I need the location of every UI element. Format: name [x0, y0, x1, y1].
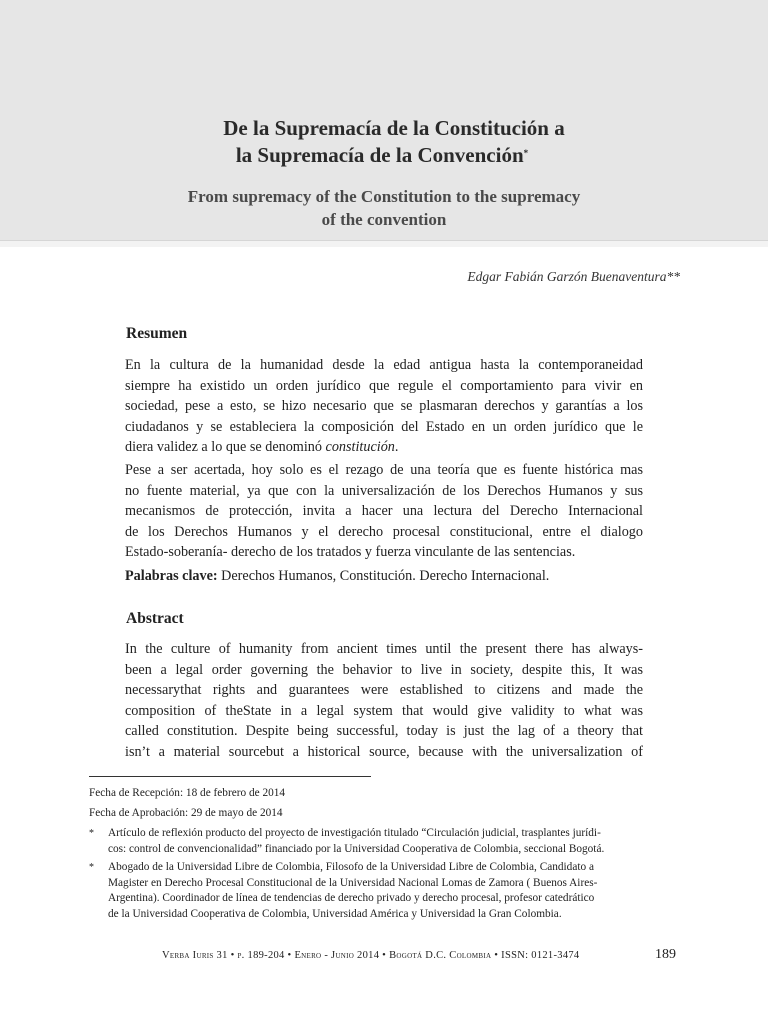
keywords-text: Derechos Humanos, Constitución. Derecho Internacional.	[217, 568, 550, 584]
page-number: 189	[655, 947, 676, 962]
footnote-line: Magister en Derecho Procesal Constitucional de la Universidad Nacional Lomas de Zamora ( Buenos Aires-	[108, 876, 598, 889]
resumen-p2-line: Pese a ser acertada, hoy solo es el rezago de una teoría que es fuente histórica mas	[125, 462, 643, 478]
resumen-p2-line: no fuente material, ya que con la universalización de los Derechos Humanos y sus	[125, 482, 643, 499]
abstract-p1-line: been a legal order governing the behavior to live in society, despite this, It was	[125, 661, 643, 678]
keywords-label: Palabras clave:	[125, 568, 218, 584]
resumen-p1-line: sociedad, pese a esto, se hizo necesario que se plasmaran derechos y garantías a los	[125, 398, 643, 414]
resumen-p1-line: En la cultura de la humanidad desde la edad antigua hasta la contemporaneidad	[125, 357, 643, 373]
resumen-p1-line: ciudadanos y se estableciera la composición del Estado en un orden jurídico que le	[125, 418, 643, 435]
footnote-divider	[89, 776, 371, 777]
abstract-p1-line: called constitution. Despite being successful, today is just the lag of a theory that	[125, 723, 643, 739]
title-english-line1: From supremacy of the Constitution to the supremacy	[187, 187, 581, 206]
author-name: Edgar Fabián Garzón Buenaventura**	[467, 269, 680, 284]
title-footnote-mark: *	[523, 148, 529, 158]
footnote-aprobacion: Fecha de Aprobación: 29 de mayo de 2014	[89, 807, 283, 819]
title-english-line2: of the convention	[321, 210, 447, 229]
footnote-mark: *	[89, 828, 94, 839]
abstract-p1-line: In the culture of humanity from ancient times until the present there has always-	[125, 641, 643, 657]
title-spanish-line1: De la Supremacía de la Constitución a	[223, 116, 565, 140]
title-spanish-line2	[0, 142, 766, 169]
footnote-recepcion: Fecha de Recepción: 18 de febrero de 2014	[89, 787, 286, 799]
resumen-p2-line: mecanismos de protección, invita a hacer una lectura del Derecho Internacional	[125, 503, 643, 519]
resumen-p2-line: de los Derechos Humanos y el derecho procesal constitucional, entre el dialogo	[125, 523, 643, 540]
resumen-p1-italic: constitución	[325, 439, 395, 455]
abstract-p1-line: composition of theState in a legal system that would give validity to what was	[125, 702, 643, 719]
resumen-p2-line: Estado-soberanía- derecho de los tratados y fuerza vinculante de las sentencias.	[125, 544, 576, 560]
footnote-note-2-body	[108, 860, 678, 922]
keywords	[125, 568, 643, 585]
journal-footer: Verba Iuris 31 • p. 189-204 • Enero - Junio 2014 • Bogotá D.C. Colombia • ISSN: 0121-3474	[162, 950, 580, 961]
title-spanish-line2-text: la Supremacía de la Convención	[235, 143, 524, 167]
abstract-p1-line: necessarythat rights and guarantees were established to citizens and made the	[125, 682, 643, 698]
resumen-p1-end: .	[394, 439, 399, 455]
footnote-line: de la Universidad Cooperativa de Colombia, Universidad América y Universidad la Gran Colombia.	[108, 907, 562, 920]
resumen-paragraph-1	[125, 355, 643, 458]
resumen-p1-line: diera validez a lo que se denominó	[125, 439, 326, 455]
footnote-line: cos: control de convencionalidad” financiado por la Universidad Cooperativa de Colombia, seccional Bogotá.	[108, 842, 605, 855]
footnote-line: Argentina). Coordinador de línea de tendencias de derecho privado y derecho procesal, profesor catedrático	[108, 892, 595, 904]
abstract-p1-line: isn’t a material sourcebut a historical source, because with the universalization of	[125, 743, 643, 760]
abstract-heading: Abstract	[126, 610, 184, 627]
footnote-mark: *	[89, 862, 94, 873]
footnote-line: Abogado de la Universidad Libre de Colombia, Filosofo de la Universidad Libre de Colombia, Candidato a	[108, 861, 594, 873]
footnote-note-1-body	[108, 826, 678, 857]
footnote-line: Artículo de reflexión producto del proyecto de investigación titulado “Circulación judicial, trasplantes jurídi-	[108, 827, 601, 839]
resumen-paragraph-2	[125, 460, 643, 563]
resumen-heading: Resumen	[126, 325, 188, 342]
header-divider	[0, 240, 768, 247]
abstract-paragraph-1	[125, 639, 643, 762]
resumen-p1-line: siempre ha existido un orden jurídico que regule el comportamiento para vivir en	[125, 377, 643, 394]
resumen-p1-last-line	[125, 437, 643, 458]
